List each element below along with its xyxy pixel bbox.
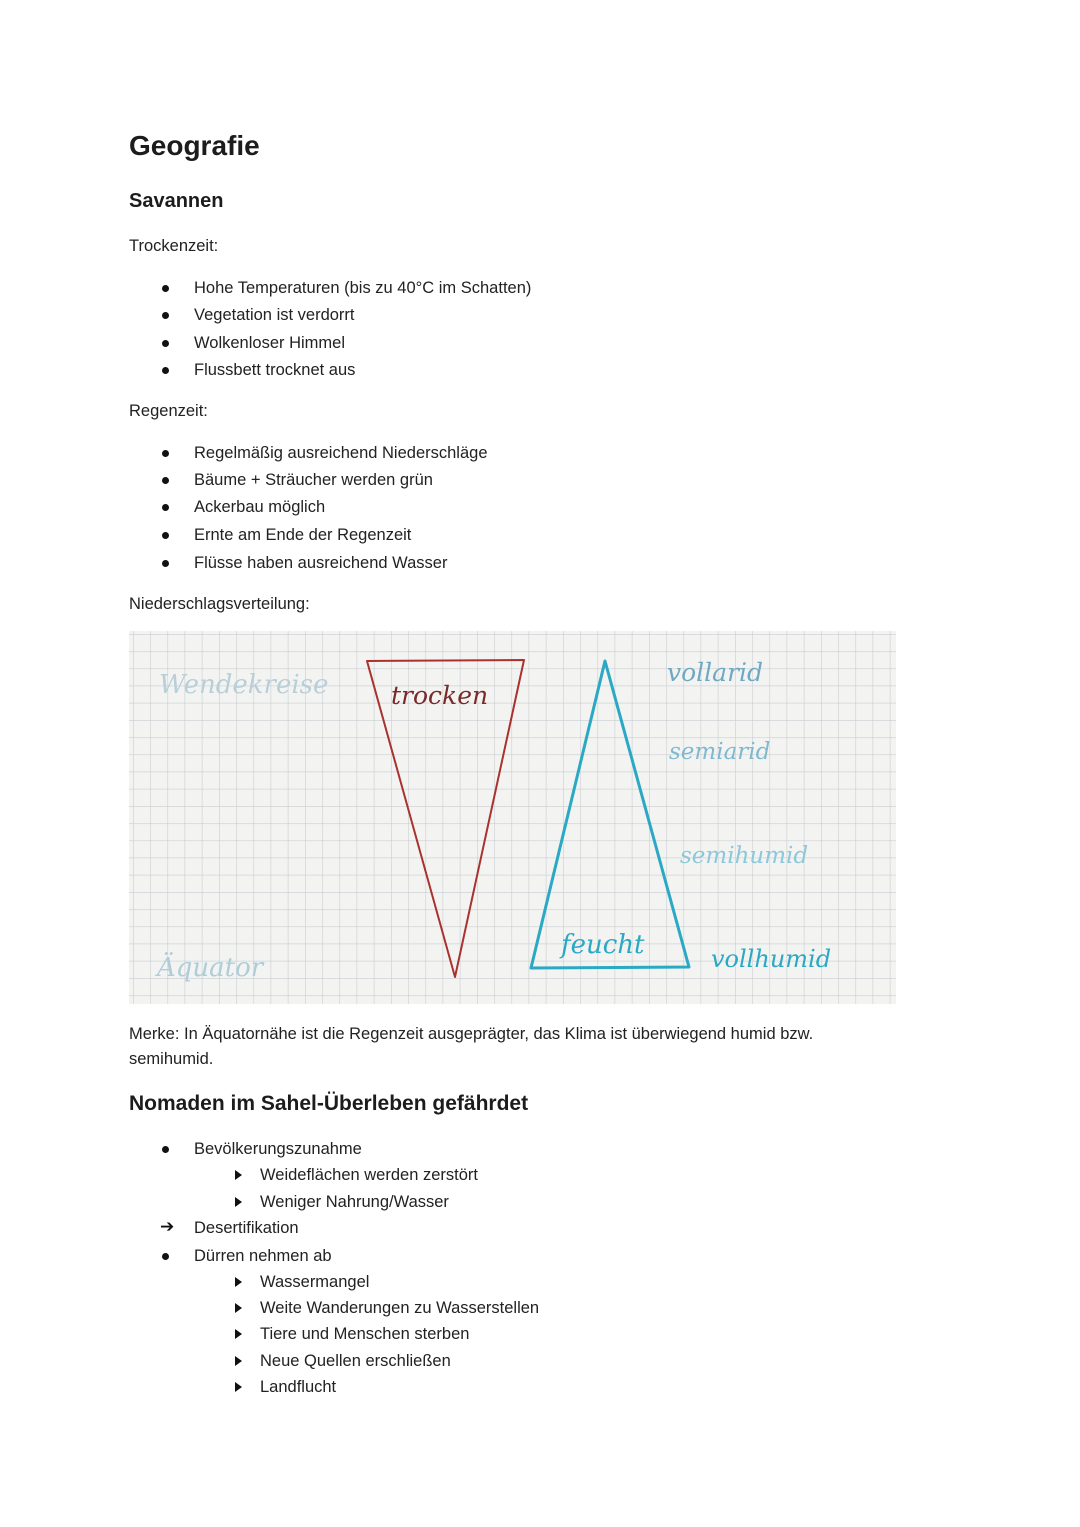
bullet-dot [162,504,169,511]
trockenzeit-label: Trockenzeit: [129,237,219,255]
list-item: Flüsse haben ausreichend Wasser [194,554,448,572]
sub-list-item: Wassermangel [260,1273,370,1291]
bullet-dot [162,450,169,457]
bullet-dot [162,477,169,484]
feucht-label: feucht [561,930,645,960]
list-item: Flussbett trocknet aus [194,361,356,379]
list-item: Desertifikation [194,1219,299,1237]
list-item: Ackerbau möglich [194,498,326,516]
semihumid-label: semihumid [680,843,809,869]
list-item: Bäume + Sträucher werden grün [194,471,433,489]
section-heading-savannen: Savannen [129,190,224,212]
page-title: Geografie [129,130,260,161]
triangle-bullet-icon [235,1303,242,1313]
bullet-dot [162,560,169,567]
bullet-dot [162,340,169,347]
list-item: Dürren nehmen ab [194,1247,332,1265]
vollarid-label: vollarid [667,658,764,687]
trocken-label: trocken [391,681,489,710]
bullet-dot [162,1146,169,1153]
triangle-bullet-icon [235,1277,242,1287]
bullet-dot [162,367,169,374]
triangle-bullet-icon [235,1382,242,1392]
merke-text-line1: Merke: In Äquatornähe ist die Regenzeit ausgeprägter, das Klima ist überwiegend humid bzw. [129,1025,814,1043]
bullet-dot [162,532,169,539]
list-item: Hohe Temperaturen (bis zu 40°C im Schatten) [194,279,532,297]
regenzeit-label: Regenzeit: [129,402,208,420]
list-item: Vegetation ist verdorrt [194,306,355,324]
vollhumid-label: vollhumid [711,945,832,973]
list-item: Bevölkerungszunahme [194,1140,362,1158]
arrow-right-icon: ➔ [160,1217,175,1236]
list-item: Ernte am Ende der Regenzeit [194,526,412,544]
bullet-dot [162,1253,169,1260]
merke-text-line2: semihumid. [129,1050,214,1068]
wendekreise-label: Wendekreise [159,670,329,700]
section-heading-nomaden: Nomaden im Sahel-Überleben gefährdet [129,1092,529,1115]
bullet-dot [162,312,169,319]
triangle-bullet-icon [235,1329,242,1339]
sub-list-item: Weite Wanderungen zu Wasserstellen [260,1299,540,1317]
sub-list-item: Tiere und Menschen sterben [260,1325,470,1343]
sub-list-item: Neue Quellen erschließen [260,1352,451,1370]
sub-list-item: Weideflächen werden zerstört [260,1166,478,1184]
niederschlag-label: Niederschlagsverteilung: [129,595,310,613]
sub-list-item: Weniger Nahrung/Wasser [260,1193,449,1211]
precipitation-diagram [129,631,896,1004]
triangle-bullet-icon [235,1170,242,1180]
semiarid-label: semiarid [669,739,771,765]
bullet-dot [162,285,169,292]
aequator-label: Äquator [157,953,264,983]
list-item: Wolkenloser Himmel [194,334,345,352]
triangle-bullet-icon [235,1197,242,1207]
list-item: Regelmäßig ausreichend Niederschläge [194,444,488,462]
triangle-bullet-icon [235,1356,242,1366]
sub-list-item: Landflucht [260,1378,337,1396]
